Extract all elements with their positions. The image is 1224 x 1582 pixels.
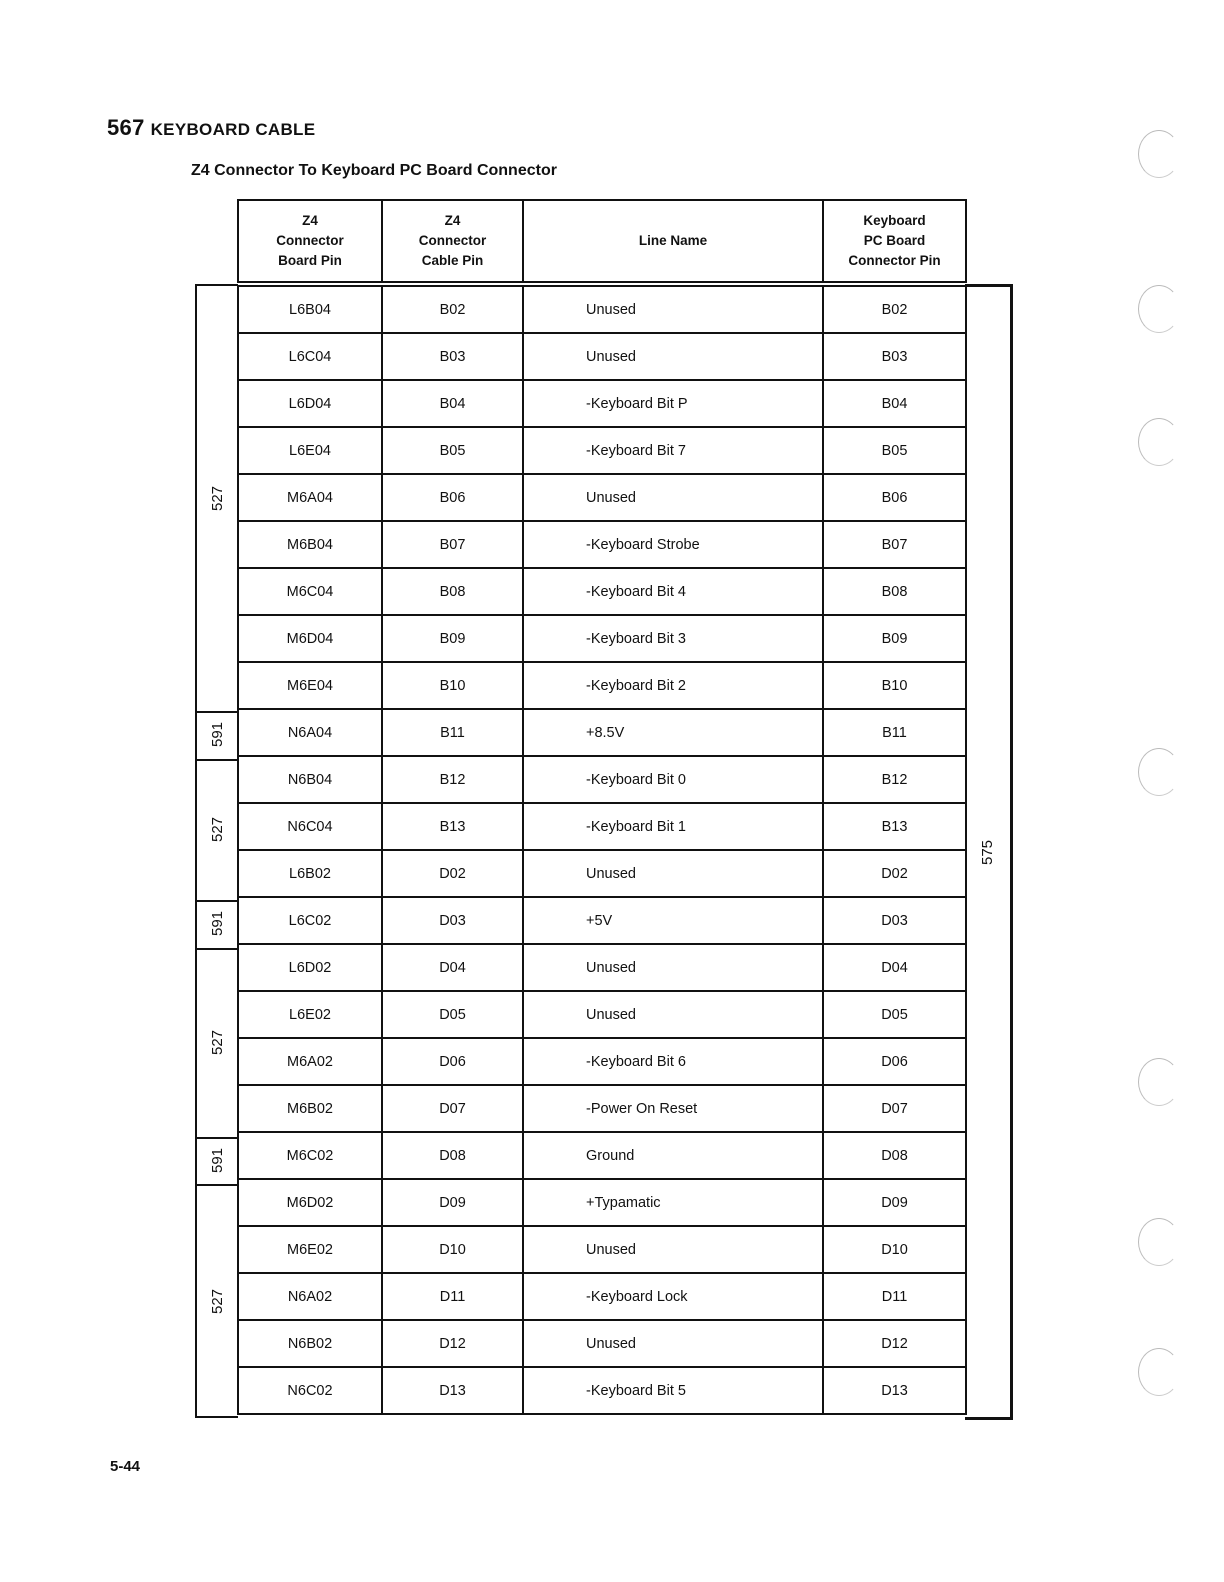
connector-pin-cell: D04 [823, 944, 966, 991]
cable-pin-cell: B09 [382, 615, 523, 662]
table-row [238, 991, 966, 1038]
table-row [238, 333, 966, 380]
section-title-text: KEYBOARD CABLE [150, 120, 316, 139]
left-group-label: 527 [209, 1289, 226, 1315]
cable-pin-cell: D10 [382, 1226, 523, 1273]
left-group [197, 900, 238, 949]
table-row [238, 1226, 966, 1273]
line-name-cell: -Keyboard Bit 0 [523, 756, 823, 803]
punch-hole [1138, 418, 1180, 466]
line-name-cell: -Keyboard Bit 4 [523, 568, 823, 615]
punch-hole [1138, 748, 1180, 796]
line-name-cell: -Keyboard Bit P [523, 380, 823, 427]
line-name-cell: +5V [523, 897, 823, 944]
header-cable-pin: Z4 Connector Cable Pin [382, 200, 523, 284]
right-group-label: 575 [979, 839, 996, 865]
board-pin-cell: M6D02 [238, 1179, 382, 1226]
line-name-cell: Unused [523, 1320, 823, 1367]
cable-pin-cell: D07 [382, 1085, 523, 1132]
board-pin-cell: N6A04 [238, 709, 382, 756]
left-group [197, 948, 238, 1139]
left-group [197, 286, 238, 713]
left-group [197, 1137, 238, 1186]
table-row [238, 521, 966, 568]
board-pin-cell: M6A02 [238, 1038, 382, 1085]
board-pin-cell: L6C04 [238, 333, 382, 380]
left-group-label: 527 [209, 816, 226, 842]
line-name-cell: -Keyboard Bit 5 [523, 1367, 823, 1414]
section-number: 567 [107, 115, 145, 140]
board-pin-cell: M6B02 [238, 1085, 382, 1132]
board-pin-cell: L6B02 [238, 850, 382, 897]
board-pin-cell: M6A04 [238, 474, 382, 521]
connector-pin-cell: B13 [823, 803, 966, 850]
table-row [238, 380, 966, 427]
cable-pin-cell: B05 [382, 427, 523, 474]
cable-pin-cell: B03 [382, 333, 523, 380]
left-group [197, 1184, 238, 1420]
cable-pin-cell: D08 [382, 1132, 523, 1179]
line-name-cell: Unused [523, 1226, 823, 1273]
connector-pin-cell: B12 [823, 756, 966, 803]
section-title [107, 115, 315, 141]
cable-pin-cell: D11 [382, 1273, 523, 1320]
cable-pin-cell: B07 [382, 521, 523, 568]
cable-pin-cell: B02 [382, 284, 523, 333]
table-row [238, 1367, 966, 1414]
cable-pin-cell: B10 [382, 662, 523, 709]
board-pin-cell: M6B04 [238, 521, 382, 568]
connector-pin-cell: B08 [823, 568, 966, 615]
line-name-cell: Ground [523, 1132, 823, 1179]
header-connector-pin: Keyboard PC Board Connector Pin [823, 200, 966, 284]
cable-pin-cell: D05 [382, 991, 523, 1038]
table-row [238, 615, 966, 662]
connector-pin-cell: B02 [823, 284, 966, 333]
board-pin-cell: M6D04 [238, 615, 382, 662]
connector-pin-cell: D09 [823, 1179, 966, 1226]
table-row [238, 944, 966, 991]
connector-pin-cell: B05 [823, 427, 966, 474]
line-name-cell: Unused [523, 850, 823, 897]
connector-pin-cell: B03 [823, 333, 966, 380]
board-pin-cell: M6C04 [238, 568, 382, 615]
line-name-cell: -Keyboard Strobe [523, 521, 823, 568]
cable-pin-cell: B04 [382, 380, 523, 427]
punch-hole [1138, 1218, 1180, 1266]
left-group-label: 527 [209, 1029, 226, 1055]
connector-pin-cell: D08 [823, 1132, 966, 1179]
board-pin-cell: M6E04 [238, 662, 382, 709]
table-row [238, 284, 966, 333]
line-name-cell: +8.5V [523, 709, 823, 756]
connector-pin-cell: D03 [823, 897, 966, 944]
cable-pin-cell: D03 [382, 897, 523, 944]
table-row [238, 1038, 966, 1085]
line-name-cell: Unused [523, 991, 823, 1038]
cable-pin-cell: B13 [382, 803, 523, 850]
connector-pin-cell: D07 [823, 1085, 966, 1132]
table-row [238, 1132, 966, 1179]
board-pin-cell: L6D02 [238, 944, 382, 991]
table-row [238, 474, 966, 521]
table-subtitle: Z4 Connector To Keyboard PC Board Connector [191, 162, 557, 179]
cable-pin-cell: D13 [382, 1367, 523, 1414]
cable-pin-cell: B08 [382, 568, 523, 615]
left-group-label: 591 [209, 911, 226, 937]
header-board-pin: Z4 Connector Board Pin [238, 200, 382, 284]
pin-table [237, 199, 967, 1415]
cable-pin-cell: B12 [382, 756, 523, 803]
board-pin-cell: N6C04 [238, 803, 382, 850]
table-row [238, 756, 966, 803]
punch-hole [1138, 285, 1180, 333]
line-name-cell: -Keyboard Bit 2 [523, 662, 823, 709]
table-row [238, 1273, 966, 1320]
board-pin-cell: L6E04 [238, 427, 382, 474]
table-row [238, 897, 966, 944]
table-row [238, 568, 966, 615]
line-name-cell: +Typamatic [523, 1179, 823, 1226]
table-row [238, 427, 966, 474]
connector-pin-cell: B09 [823, 615, 966, 662]
cable-pin-cell: D12 [382, 1320, 523, 1367]
line-name-cell: Unused [523, 944, 823, 991]
board-pin-cell: N6C02 [238, 1367, 382, 1414]
board-pin-cell: N6B02 [238, 1320, 382, 1367]
cable-pin-cell: D09 [382, 1179, 523, 1226]
connector-pin-cell: B06 [823, 474, 966, 521]
cable-pin-cell: B06 [382, 474, 523, 521]
left-group-label: 591 [209, 1147, 226, 1173]
connector-pin-cell: D10 [823, 1226, 966, 1273]
board-pin-cell: M6C02 [238, 1132, 382, 1179]
punch-hole [1138, 1058, 1180, 1106]
cable-pin-cell: D06 [382, 1038, 523, 1085]
left-group-label: 591 [209, 722, 226, 748]
punch-hole [1138, 130, 1180, 178]
cable-pin-cell: D04 [382, 944, 523, 991]
board-pin-cell: L6B04 [238, 284, 382, 333]
header-line-name: Line Name [523, 200, 823, 284]
connector-pin-cell: D02 [823, 850, 966, 897]
left-group-column [195, 284, 238, 1418]
board-pin-cell: N6A02 [238, 1273, 382, 1320]
punch-hole [1138, 1348, 1180, 1396]
line-name-cell: -Keyboard Bit 7 [523, 427, 823, 474]
board-pin-cell: M6E02 [238, 1226, 382, 1273]
connector-pin-cell: B04 [823, 380, 966, 427]
board-pin-cell: L6E02 [238, 991, 382, 1038]
connector-pin-cell: B11 [823, 709, 966, 756]
table-header-row [238, 200, 966, 284]
table-body [238, 284, 966, 1414]
left-group [197, 711, 238, 760]
cable-pin-cell: D02 [382, 850, 523, 897]
board-pin-cell: L6C02 [238, 897, 382, 944]
connector-pin-cell: B10 [823, 662, 966, 709]
left-group [197, 759, 238, 903]
line-name-cell: -Keyboard Bit 1 [523, 803, 823, 850]
right-group-column [965, 284, 1013, 1420]
table-row [238, 1320, 966, 1367]
cable-pin-cell: B11 [382, 709, 523, 756]
left-group-label: 527 [209, 486, 226, 512]
line-name-cell: Unused [523, 474, 823, 521]
connector-pin-cell: D12 [823, 1320, 966, 1367]
connector-pin-cell: D06 [823, 1038, 966, 1085]
connector-pin-cell: D13 [823, 1367, 966, 1414]
line-name-cell: Unused [523, 333, 823, 380]
table-row [238, 662, 966, 709]
line-name-cell: Unused [523, 284, 823, 333]
table-row [238, 709, 966, 756]
line-name-cell: -Keyboard Lock [523, 1273, 823, 1320]
line-name-cell: -Power On Reset [523, 1085, 823, 1132]
board-pin-cell: N6B04 [238, 756, 382, 803]
line-name-cell: -Keyboard Bit 6 [523, 1038, 823, 1085]
table-row [238, 803, 966, 850]
page-number: 5-44 [110, 1458, 141, 1475]
table-row [238, 850, 966, 897]
line-name-cell: -Keyboard Bit 3 [523, 615, 823, 662]
connector-pin-cell: B07 [823, 521, 966, 568]
board-pin-cell: L6D04 [238, 380, 382, 427]
connector-pin-cell: D05 [823, 991, 966, 1038]
connector-pin-cell: D11 [823, 1273, 966, 1320]
table-row [238, 1179, 966, 1226]
table-row [238, 1085, 966, 1132]
